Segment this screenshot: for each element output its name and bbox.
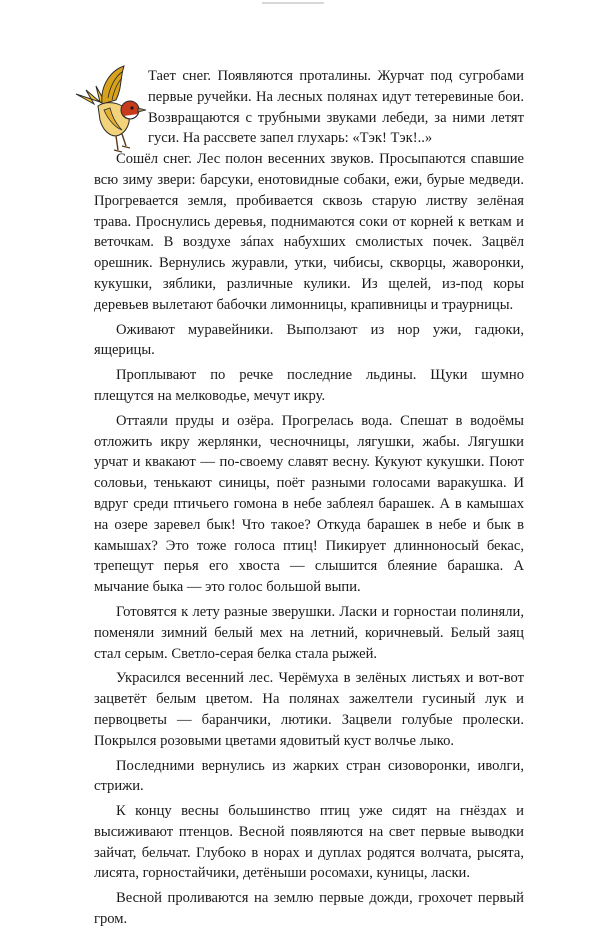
top-divider bbox=[262, 2, 324, 4]
paragraph: К концу весны большинство птиц уже сидят на гнёздах и высиживают птенцов. Весной появляются на свет первые выводки зайчат, бельчат. Глубоко в норах и дуплах родятся волчата, рысята, лисята, горностайчики, детёныши росомахи, куницы, ласки. bbox=[94, 803, 524, 882]
paragraph: Оживают муравейники. Выползают из нор ужи, гадюки, ящерицы. bbox=[94, 321, 524, 359]
paragraph: Готовятся к лету разные зверушки. Ласки и горностаи полиняли, поменяли зимний белый мех на летний, коричневый. Белый заяц стал серым. Светло-серая белка стала рыжей. bbox=[94, 603, 524, 662]
paragraph: Украсился весенний лес. Черёмуха в зелёных листьях и вот-вот зацветёт белым цветом. На полянах зажелтели гусиный лук и первоцветы — баранчики, лютики. Зацвели голубые пролески. Покрылся розовыми цветами ядовитый куст волчье лыко. bbox=[94, 670, 524, 749]
paragraph: Проплывают по речке последние льдины. Щуки шумно плещутся на мелководье, мечут икру. bbox=[94, 367, 524, 404]
paragraph: Тает снег. Появляются проталины. Журчат под сугробами первые ручейки. На лесных полянах идут тетеревиные бои. Возвращаются с трубными звуками лебеди, за ними летят гуси. На рассвете запел глухарь: «Тэк! Тэк!..» bbox=[148, 68, 524, 147]
paragraph: Оттаяли пруды и озёра. Прогрелась вода. Спешат в водоёмы отложить икру жерлянки, чесночницы, лягушки, жабы. Лягушки урчат и квакают — по-своему славят весну. Кукуют кукушки. Поют соловьи, тенькают синицы, поёт разными голосами варакушка. И вдруг среди птичьего гомона в небе заблеял барашек. А в камышах на озере заревел бык! Что такое? Откуда барашек в небе и бык в камышах? Это тоже голоса птиц! Пикирует длинноносый бекас, трепещут перья его хвоста — слышится блеяние барашка. А мычание быка — это голос большой выпи. bbox=[94, 412, 524, 596]
paragraph: Весной проливаются на землю первые дожди, грохочет первый гром. bbox=[94, 890, 524, 928]
article-text bbox=[94, 66, 524, 930]
paragraph: Последними вернулись из жарких стран сизоворонки, иволги, стрижи. bbox=[94, 757, 524, 795]
paragraph: Сошёл снег. Лес полон весенних звуков. Просыпаются спавшие всю зиму звери: барсуки, енотовидные собаки, ежи, бурые медведи. Прогревается земля, пробивается сквозь старую листву зелёная трава. Проснулись деревья, поднимаются соки от корней к веткам и веточкам. В воздухе зáпах набухших смолистых почек. Зацвёл орешник. Вернулись журавли, утки, чибисы, скворцы, жаворонки, кукушки, зяблики, различные кулики. Из щелей, из-под коры деревьев вылетают бабочки лимонницы, крапивницы и траурницы. bbox=[94, 151, 524, 313]
